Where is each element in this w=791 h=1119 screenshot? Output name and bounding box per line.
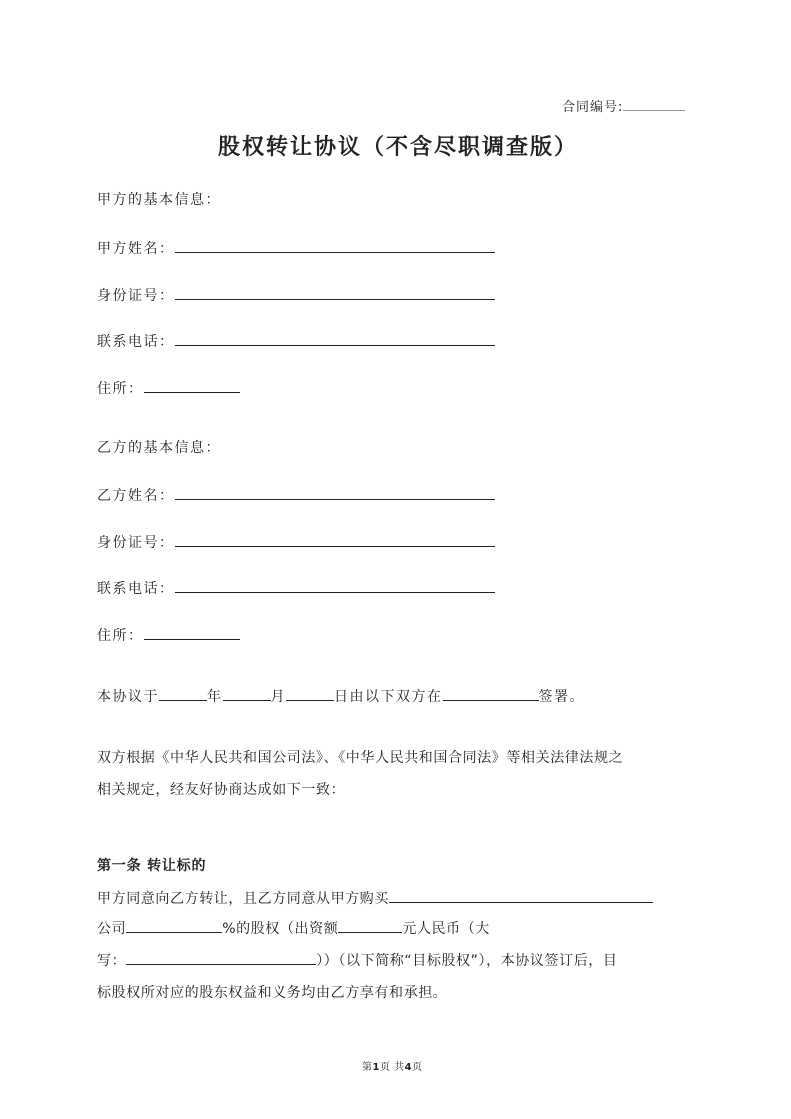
party-b-name-label: 乙方姓名： (97, 488, 175, 504)
party-b-phone-blank[interactable] (175, 578, 495, 593)
article-1-write-label: 写： (97, 953, 127, 969)
basis-line-2: 相关规定，经友好协商达成如下一致： (97, 782, 346, 798)
footer-page-mid: 页 共 (379, 1062, 405, 1073)
article-1-capital-blank[interactable] (338, 918, 402, 933)
party-a-phone-row (97, 331, 495, 352)
party-a-id-row (97, 285, 495, 306)
party-b-phone-label: 联系电话： (97, 581, 175, 597)
footer-page-number: 1 (372, 1062, 380, 1073)
article-1-line-3 (97, 950, 618, 971)
signing-day-blank[interactable] (286, 686, 334, 701)
signing-day-text: 日由以下双方在 (334, 689, 443, 705)
party-b-phone-row (97, 578, 495, 599)
party-a-phone-label: 联系电话： (97, 334, 175, 350)
article-1-line-1 (97, 888, 653, 909)
page-footer (362, 1058, 423, 1073)
party-a-name-label: 甲方姓名： (97, 241, 175, 257)
party-a-id-label: 身份证号： (97, 288, 175, 304)
party-b-address-blank[interactable] (144, 625, 240, 640)
party-a-phone-blank[interactable] (175, 331, 495, 346)
article-1-company-label: 公司 (97, 921, 127, 937)
article-1-amount-words-blank[interactable] (126, 950, 316, 965)
article-1-line-4: 标股权所对应的股东权益和义务均由乙方享有和承担。 (97, 985, 448, 1001)
party-b-address-row (97, 625, 240, 646)
party-a-name-row (97, 238, 495, 259)
document-title: 股权转让协议（不含尽职调查版） (218, 134, 579, 160)
article-1-percent-blank[interactable] (126, 918, 222, 933)
signing-prefix: 本协议于 (97, 689, 159, 705)
party-b-name-row (97, 485, 495, 506)
signing-month-blank[interactable] (223, 686, 271, 701)
party-a-address-label: 住所： (97, 381, 144, 397)
footer-page-total: 4 (404, 1062, 413, 1073)
article-1-line-3-text: ））（以下简称“目标股权”），本协议签订后，目 (316, 953, 618, 969)
article-1-line-1-text: 甲方同意向乙方转让，且乙方同意从甲方购买 (97, 891, 389, 907)
signing-year-label: 年 (207, 689, 223, 705)
party-b-address-label: 住所： (97, 628, 144, 644)
signing-month-label: 月 (270, 689, 286, 705)
contract-number-label: 合同编号: (562, 100, 624, 115)
party-a-address-row (97, 378, 240, 399)
party-a-id-blank[interactable] (175, 285, 495, 300)
party-a-name-blank[interactable] (175, 238, 495, 253)
contract-number-blank[interactable] (623, 96, 685, 111)
contract-number (562, 96, 685, 118)
party-b-name-blank[interactable] (175, 485, 495, 500)
article-1-heading: 第一条 转让标的 (97, 858, 207, 874)
footer-page-suffix: 页 (412, 1062, 423, 1073)
basis-line-1: 双方根据《中华人民共和国公司法》、《中华人民共和国合同法》等相关法律法规之 (97, 750, 624, 766)
party-b-id-label: 身份证号： (97, 535, 175, 551)
party-b-id-blank[interactable] (175, 532, 495, 547)
article-1-percent-text: %的股权（出资额 (222, 921, 339, 937)
article-1-purchase-blank[interactable] (389, 888, 653, 903)
signing-row (97, 686, 585, 707)
signing-place-blank[interactable] (443, 686, 539, 701)
party-a-address-blank[interactable] (144, 378, 240, 393)
footer-page-prefix: 第 (362, 1062, 373, 1073)
article-1-line-2 (97, 918, 490, 939)
party-a-heading: 甲方的基本信息： (97, 192, 221, 208)
signing-year-blank[interactable] (159, 686, 207, 701)
signing-suffix: 签署。 (538, 689, 585, 705)
article-1-rmb-text: 元人民币（大 (402, 921, 490, 937)
party-b-id-row (97, 532, 495, 553)
party-b-heading: 乙方的基本信息： (97, 440, 221, 456)
